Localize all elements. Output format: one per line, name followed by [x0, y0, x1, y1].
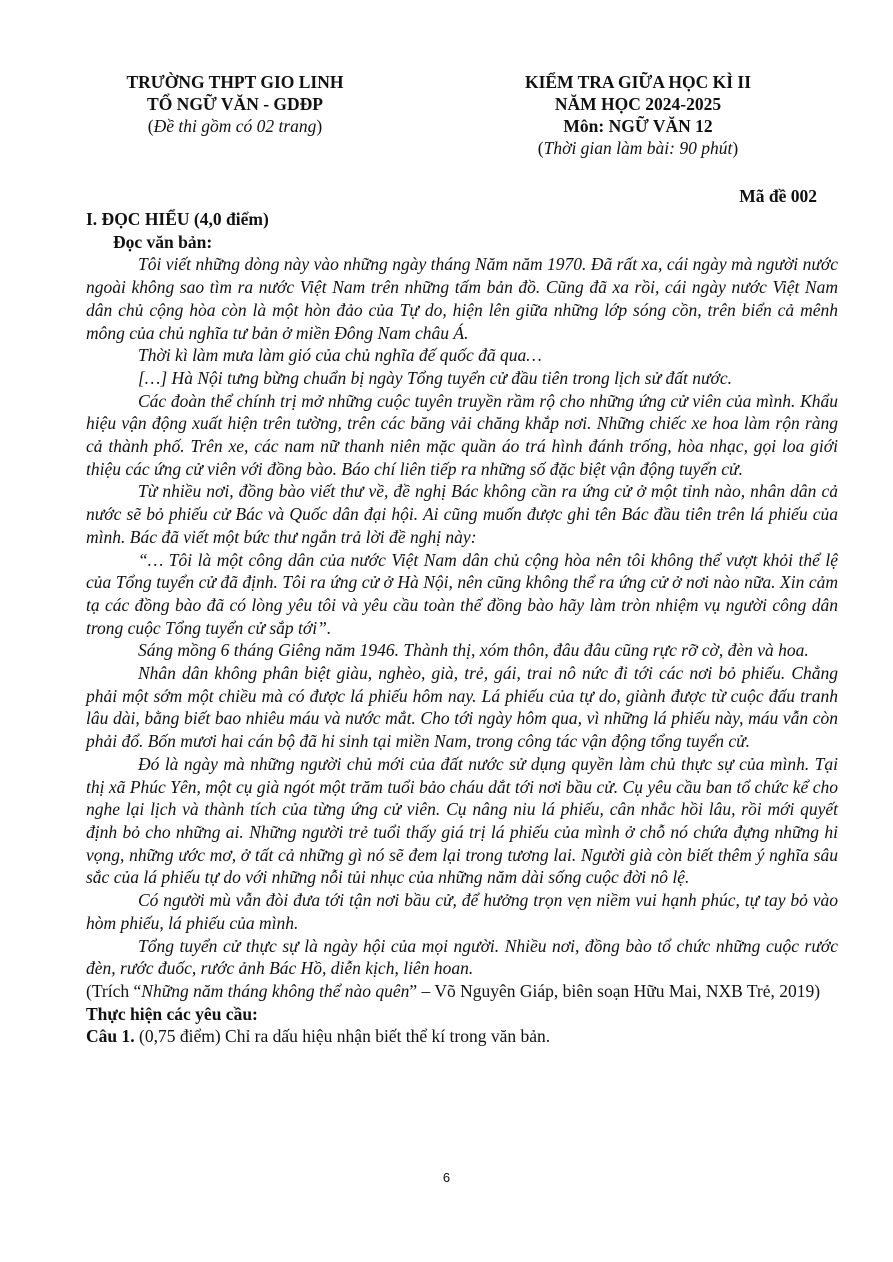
- requirements-title: Thực hiện các yêu cầu:: [86, 1003, 258, 1024]
- question-1: [86, 1025, 838, 1048]
- section-title: I. ĐỌC HIỂU (4,0 điểm): [86, 209, 269, 229]
- passage-paragraph: Thời kì làm mưa làm gió của chủ nghĩa đế quốc đã qua…: [138, 345, 542, 366]
- subject: Môn: NGỮ VĂN 12: [563, 116, 713, 136]
- question-label: Câu 1.: [86, 1026, 135, 1047]
- pages-note: (Đề thi gồm có 02 trang): [147, 116, 323, 136]
- exam-title: KIỂM TRA GIỮA HỌC KÌ II: [524, 72, 752, 92]
- school-info: [90, 71, 380, 137]
- time-note: (Thời gian làm bài: 90 phút): [537, 138, 739, 158]
- passage-paragraph: […] Hà Nội tưng bừng chuẩn bị ngày Tổng tuyển cử đầu tiên trong lịch sử đất nước.: [138, 367, 733, 388]
- passage-quote: “… Tôi là một công dân của nước Việt Nam dân chủ cộng hòa nên tôi không thể vượt khỏi thể lệ của Tổng tuyển cử đã định. Tôi ra ứng cử ở Hà Nội, nên cũng không thể ra ứng cử ở nơi nào nữa. Xin cảm tạ các đồng bào đã có lòng yêu tôi và yêu cầu toàn thể đồng bào hãy làm tròn nhiệm vụ người công dân trong cuộc Tổng tuyển cử sắp tới”.: [86, 549, 838, 638]
- passage-paragraph: Sáng mồng 6 tháng Giêng năm 1946. Thành thị, xóm thôn, đâu đâu cũng rực rỡ cờ, đèn và hoa.: [138, 640, 809, 661]
- passage-paragraph: Các đoàn thể chính trị mở những cuộc tuyên truyền rầm rộ cho những ứng cử viên của mình. Khẩu hiệu vận động xuất hiện trên tường, trên các băng vải chăng khắp nơi. Những chiếc xe hoa làm rộn ràng cả thành phố. Trên xe, các nam nữ thanh niên mặc quần áo trá hình đánh trống, hòa nhạc, gọi loa giới thiệu các ứng cử viên với đồng bào. Báo chí liên tiếp ra những số đặc biệt vận động tuyển cử.: [86, 390, 838, 479]
- passage-paragraph: Từ nhiều nơi, đồng bào viết thư về, đề nghị Bác không cần ra ứng cử ở một tỉnh nào, nhân dân cả nước sẽ bỏ phiếu cử Bác và Quốc dân đại hội. Ai cũng muốn được ghi tên Bác đầu tiên trên lá phiếu của mình. Bác đã viết một bức thư ngắn trả lời đề nghị này:: [86, 481, 838, 547]
- passage-paragraph: Tôi viết những dòng này vào những ngày tháng Năm năm 1970. Đã rất xa, cái ngày mà người nước ngoài không sao tìm ra nước Việt Nam trên những tấm bản đồ. Cũng đã xa rồi, cái ngày nước Việt Nam dân chủ cộng hòa còn là một hòn đảo của Tự do, hiện lên giữa những lớp sóng cồn, trên biển cả mênh mông của chủ nghĩa tư bản ở miền Đông Nam châu Á.: [86, 254, 838, 343]
- exam-content: [86, 208, 838, 1048]
- exam-header: [0, 71, 893, 171]
- school-year: NĂM HỌC 2024-2025: [554, 94, 722, 114]
- question-text: (0,75 điểm) Chỉ ra dấu hiệu nhận biết thể kí trong văn bản.: [134, 1026, 551, 1047]
- department-name: TỔ NGỮ VĂN - GDĐP: [147, 94, 323, 114]
- passage-paragraph: Có người mù vẫn đòi đưa tới tận nơi bầu cử, để hưởng trọn vẹn niềm vui hạnh phúc, tự tay bỏ vào hòm phiếu, lá phiếu của mình.: [86, 890, 838, 933]
- exam-info: [468, 71, 808, 159]
- exam-code: Mã đề 002: [739, 186, 817, 206]
- passage-paragraph: Nhân dân không phân biệt giàu, nghèo, già, trẻ, gái, trai nô nức đi tới các nơi bỏ phiếu. Chẳng phải một sớm một chiều mà có được lá phiếu hôm nay. Lá phiếu của tự do, giành được từ cuộc đấu tranh lâu dài, bằng biết bao nhiêu máu và nước mắt. Cho tới ngày hôm qua, vì những lá phiếu này, máu vẫn còn phải đổ. Bốn mươi hai cán bộ đã hi sinh tại miền Nam, trong công tác vận động tổng tuyển cử.: [86, 663, 838, 752]
- passage-paragraph: Đó là ngày mà những người chủ mới của đất nước sử dụng quyền làm chủ thực sự của mình. Tại thị xã Phúc Yên, một cụ già ngót một trăm tuổi bảo cháu dắt tới nơi bầu cử. Cụ yêu cầu ban tổ chức kể cho nghe lại lịch và thành tích của từng ứng cử viên. Cụ nâng niu lá phiếu, cân nhắc hồi lâu, rồi mới quyết định bỏ cho những ai. Những người trẻ tuổi thấy giá trị lá phiếu của mình ở chỗ nó chứa đựng những hi vọng, những ước mơ, ở tất cả những gì nó sẽ đem lại trong tương lai. Người già còn biết thêm ý nghĩa sâu sắc của lá phiếu tự do với những nỗi tủi nhục của những năm dài sống cuộc đời nô lệ.: [86, 753, 838, 888]
- read-label: Đọc văn bản:: [113, 231, 213, 252]
- school-name: TRƯỜNG THPT GIO LINH: [126, 72, 344, 92]
- passage-paragraph: Tổng tuyển cử thực sự là ngày hội của mọi người. Nhiều nơi, đồng bào tổ chức những cuộc rước đèn, rước đuốc, rước ảnh Bác Hồ, diễn kịch, liên hoan.: [86, 935, 838, 979]
- source-citation: (Trích “Những năm tháng không thể nào quên” – Võ Nguyên Giáp, biên soạn Hữu Mai, NXB Trẻ, 2019): [86, 980, 821, 1001]
- page-number: 6: [442, 1170, 451, 1185]
